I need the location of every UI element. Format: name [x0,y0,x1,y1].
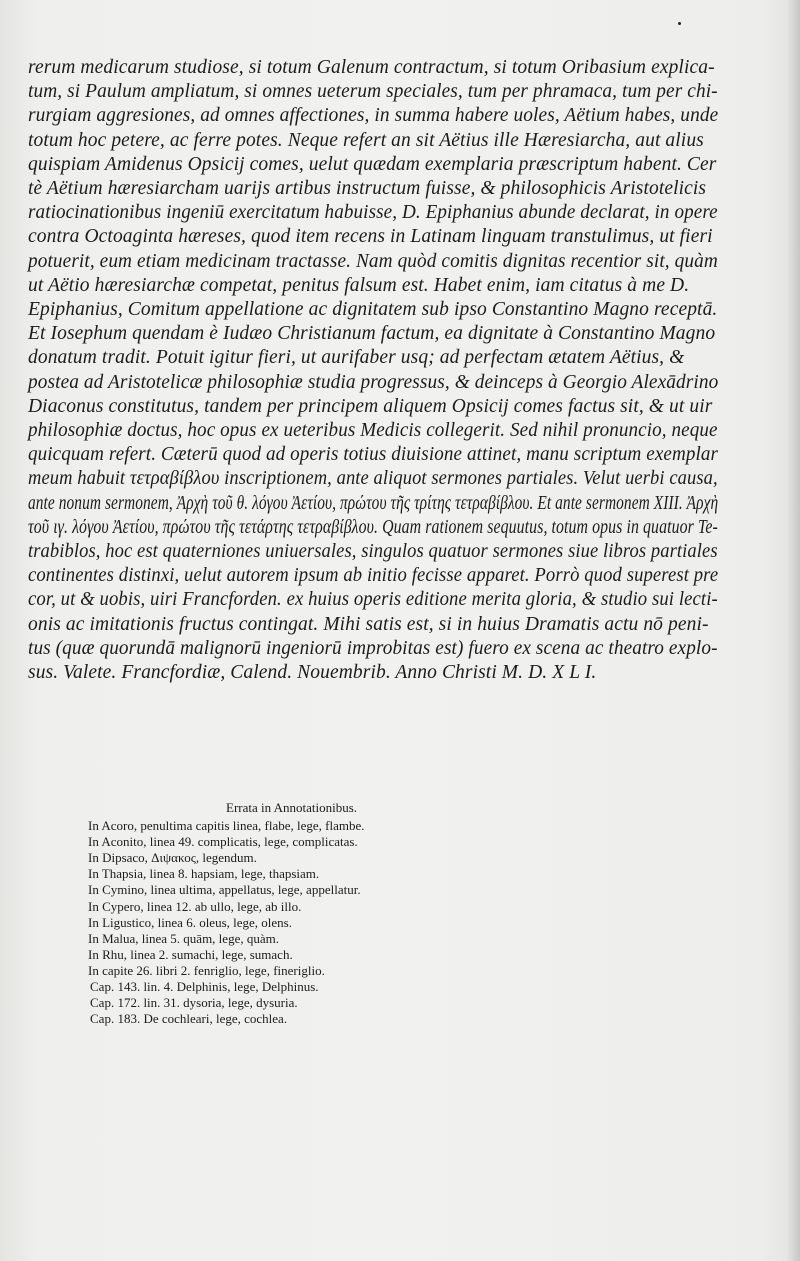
text-line: quispiam Amidenus Opsicij comes, uelut quædam exemplaria præscriptum habent. Cer [28,153,717,175]
errata-item: In Thapsia, linea 8. hapsiam, lege, thapsiam. [88,866,320,882]
text-line: totum hoc petere, ac ferre potes. Neque refert an sit Aëtius ille Hæresiarcha, aut alius [28,129,704,151]
text-line: ante nonum sermonem, Ἀρχὴ τοῦ θ. λόγου Ἀετίου, πρώτου τῆς τρίτης τετραβίβλου. Et ante sermonem XIII. Ἀρχὴ [28,492,719,514]
text-line: philosophiæ doctus, hoc opus ex ueteribus Medicis collegerit. Sed nihil pronuncio, neque [28,420,718,442]
text-line: rurgiam aggresiones, ad omnes affectiones, in summa habere uoles, Aëtium habes, unde [28,105,719,127]
errata-item: In Ligustico, linea 6. oleus, lege, olens. [88,914,292,930]
text-line: tus (quæ quorundā malignorū ingeniorū improbitas est) fuero ex scena ac theatro explo- [28,637,718,659]
text-line: ratiocinationibus ingeniū exercitatum habuisse, D. Epiphanius abunde declarat, in opere [28,202,718,224]
errata-item: In Cypero, linea 12. ab ullo, lege, ab illo. [88,898,302,914]
errata-item: In Cymino, linea ultima, appellatus, lege, appellatur. [88,882,361,898]
errata-item: In Malua, linea 5. quām, lege, quàm. [88,930,279,946]
text-line: tè Aëtium hæresiarcham uarijs artibus instructum fuisse, & philosophicis Aristotelicis [28,178,707,200]
text-line: rerum medicarum studiose, si totum Galenum contractum, si totum Oribasium explica- [28,57,715,78]
text-line: tum, si Paulum ampliatum, si omnes ueterum speciales, tum per phramaca, tum per chi- [28,81,718,103]
text-line: onis ac imitationis fructus contingat. Mihi satis est, si in huius Dramatis actu nō peni- [28,613,709,635]
text-line: sus. Valete. Francfordiæ, Calend. Nouembrib. Anno Christi M. D. X L I. [28,662,597,684]
text-line: donatum tradit. Potuit igitur fieri, ut aurifaber usq; ad perfectam ætatem Aëtius, & [28,347,685,369]
errata-item: In Rhu, linea 2. sumachi, lege, sumach. [88,946,293,962]
errata-list [88,800,508,1027]
ink-mark [678,22,681,25]
text-line: trabiblos, hoc est quaterniones uniuersales, singulos quatuor sermones siue libros partiales [28,541,718,563]
text-line: τοῦ ιγ. λόγου Ἀετίου, πρώτου τῆς τετάρτης τετραβίβλου. Quam rationem sequutus, totum opus in quatuor Te- [28,516,718,538]
text-line: potuerit, eum etiam medicinam tractasse. Nam quòd comitis dignitas recentior sit, quàm [28,250,718,272]
errata-item: In Acoro, penultima capitis linea, flabe, lege, flambe. [88,818,365,834]
errata-item: Cap. 183. De cochleari, lege, cochlea. [90,1011,288,1027]
text-line: cor, ut & uobis, uiri Francforden. ex huius operis editione merita gloria, & studio sui lecti- [28,589,718,611]
main-text-block [28,56,718,685]
text-line: meum habuit τετραβίβλου inscriptionem, ante aliquot sermones partiales. Velut uerbi causa, [28,468,718,490]
text-line: ut Aëtio hæresiarchæ competat, penitus falsum est. Habet enim, iam citatus à me D. [28,274,690,296]
page-edge-shadow [786,0,800,1261]
text-line: Et Iosephum quendam è Iudæo Christianum factum, ea dignitate à Constantino Magno [28,323,716,345]
errata-item: Cap. 143. lin. 4. Delphinis, lege, Delphinus. [90,979,319,995]
text-line: continentes distinxi, uelut autorem ipsum ab initio fecisse apparet. Porrò quod superest pre [28,565,719,587]
errata-item: In Dipsaco, Διψακος, legendum. [88,850,257,866]
text-line: contra Octoaginta hæreses, quod item recens in Latinam linguam transtulimus, ut fieri [28,226,713,248]
text-line: postea ad Aristotelicæ philosophiæ studia progressus, & deinceps à Georgio Alexādrino [28,371,719,393]
text-line: Diaconus constitutus, tandem per principem aliquem Opsicij comes factus sit, & ut uir [28,395,713,417]
errata-title: Errata in Annotationibus. [226,800,358,815]
text-line: quicquam refert. Cæterū quod ad operis totius diuisione attinet, manu scriptum exemplar [28,444,719,466]
errata-item: Cap. 172. lin. 31. dysoria, lege, dysuria. [90,995,298,1011]
errata-item: In capite 26. libri 2. fenriglio, lege, fineriglio. [88,962,325,978]
text-line: Epiphanius, Comitum appellatione ac dignitatem sub ipso Constantino Magno receptā. [28,299,718,321]
errata-item: In Aconito, linea 49. complicatis, lege, complicatas. [88,834,358,850]
